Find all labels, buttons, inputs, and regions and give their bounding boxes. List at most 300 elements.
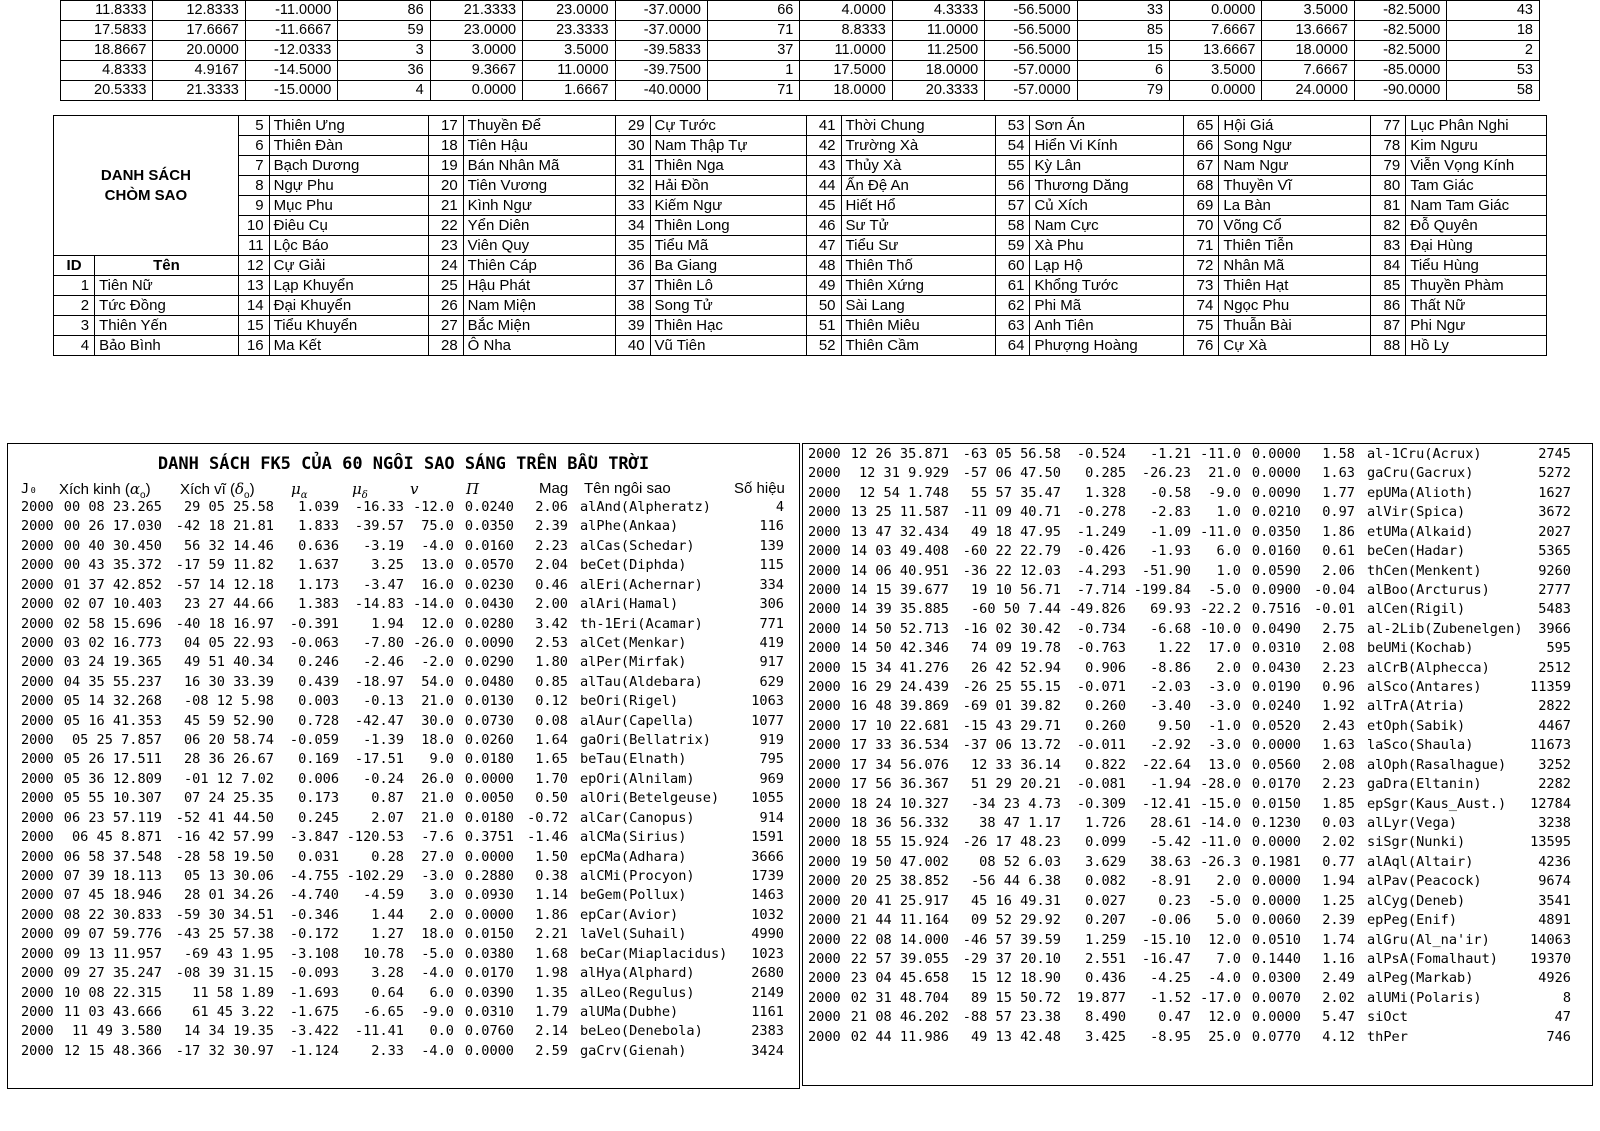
star-row [803,1027,1592,1047]
star-name: alPsA(Fomalhaut) [1367,950,1498,967]
star-row [8,983,799,1003]
star-name: al-1Cru(Acrux) [1367,446,1482,462]
star-v: -4.0 [421,537,454,554]
constellation-id: 56 [995,176,1030,196]
star-epoch: 2000 [21,965,54,982]
star-row [8,808,799,828]
star-pi: 0.0490 [1251,620,1301,637]
star-row [803,541,1592,561]
star-v: -5.0 [421,945,454,962]
constellation-name: Tiểu Hùng [1406,256,1547,276]
table-cell: 58 [1447,81,1540,101]
table-cell: 3.5000 [1262,1,1354,21]
constellation-name: Ba Giang [650,256,806,276]
star-ra: 14 03 49.408 [850,543,949,560]
star-mud: -8.91 [1150,873,1191,890]
star-row [803,852,1592,872]
star-num: 2282 [1538,776,1571,793]
star-pi: 0.0150 [464,926,514,943]
star-epoch: 2000 [21,712,54,729]
star-epoch: 2000 [21,887,54,904]
star-ra: 17 34 56.076 [850,756,949,773]
star-ra: 05 26 17.511 [63,751,162,768]
star-name: gaOri(Bellatrix) [580,732,711,749]
star-dec: -40 18 16.97 [175,615,274,632]
constellation-name: Thiên Nga [650,156,806,176]
star-dec: 29 05 25.58 [183,499,274,515]
star-pi: 0.0210 [1251,504,1301,521]
star-mua: -0.734 [1076,620,1126,637]
star-mag: 1.80 [535,654,568,671]
star-pi: 0.0760 [464,1023,514,1040]
table-cell: -37.0000 [615,1,707,21]
star-mua: -0.011 [1076,737,1126,754]
constellation-id: 88 [1371,336,1406,356]
star-ra: 10 08 22.315 [63,984,162,1001]
star-dec: -69 43 1.95 [183,945,274,962]
star-pi: 0.0560 [1251,756,1301,773]
table-row [54,216,1547,236]
star-epoch: 2000 [21,596,54,613]
star-epoch: 2000 [808,989,841,1006]
star-epoch: 2000 [21,499,54,515]
star-mua: 2.551 [1085,950,1126,967]
star-num: 595 [1546,640,1571,657]
table-cell: -57.0000 [985,61,1077,81]
star-v: -4.0 [421,1042,454,1059]
star-num: 1591 [751,829,784,846]
star-dec: -17 32 30.97 [175,1042,274,1059]
constellation-id: 87 [1371,316,1406,336]
star-name: beUMi(Kochab) [1367,640,1474,657]
star-mua: 0.246 [298,654,339,671]
star-mag: 2.53 [535,634,568,651]
star-epoch: 2000 [808,543,841,560]
constellation-name: Võng Cổ [1219,216,1371,236]
star-row [803,658,1592,678]
star-mud: 1.94 [371,615,404,632]
star-name: alAnd(Alpheratz) [580,499,711,515]
star-num: 1627 [1538,484,1571,501]
star-dec: 14 34 19.35 [183,1023,274,1040]
constellation-name: Đại Khuyển [269,296,428,316]
constellation-id: 71 [1184,236,1219,256]
star-pi: 0.0380 [464,945,514,962]
star-mud: -51.90 [1141,562,1191,579]
star-pi: 0.0310 [464,1003,514,1020]
star-num: 2027 [1538,523,1571,540]
star-mua: 0.728 [298,712,339,729]
star-mag: 1.14 [535,887,568,904]
star-epoch: 2000 [808,679,841,696]
table-cell: 43 [1447,1,1540,21]
star-v: 54.0 [421,673,454,690]
star-num: 771 [759,615,784,632]
star-dec: 51 29 20.21 [970,776,1061,793]
header-name: Tên [95,256,239,276]
constellation-name: Sư Tử [841,216,995,236]
star-v: -26.3 [1200,853,1241,870]
table-cell: 23.0000 [523,1,615,21]
star-ra: 20 25 38.852 [850,873,949,890]
star-mua: 1.173 [298,576,339,593]
table-cell: 37 [707,41,799,61]
star-mud: -39.57 [354,518,404,535]
star-mag: 1.63 [1322,465,1355,482]
star-mua: 1.259 [1085,931,1126,948]
star-pi: 0.0000 [1251,834,1301,851]
star-dec: 49 13 42.48 [970,1028,1061,1045]
star-v: 6.0 [429,984,454,1001]
star-dec: -01 12 7.02 [183,770,274,787]
table-cell: 11.8333 [61,1,153,21]
star-num: 1077 [751,712,784,729]
star-pi: 0.0000 [1251,465,1301,482]
star-dec: 09 52 29.92 [970,912,1061,929]
header-name: Tên ngôi sao [584,480,671,497]
star-num: 11359 [1530,679,1571,696]
star-v: 6.0 [1216,543,1241,560]
star-mag: 1.86 [535,906,568,923]
constellation-name: Thiên Đàn [269,136,428,156]
star-num: 746 [1546,1028,1571,1045]
star-mag: 2.14 [535,1023,568,1040]
constellation-id: 40 [615,336,650,356]
star-mag: -0.04 [1314,581,1355,598]
star-row [803,891,1592,911]
star-epoch: 2000 [808,950,841,967]
star-epoch: 2000 [21,693,54,710]
constellation-id: 49 [806,276,841,296]
star-epoch: 2000 [808,834,841,851]
constellation-name: Tiên Nữ [95,276,239,296]
star-num: 1161 [751,1003,784,1020]
star-pi: 0.0590 [1251,562,1301,579]
star-ra: 17 56 36.367 [850,776,949,793]
star-epoch: 2000 [808,892,841,909]
star-mag: 0.97 [1322,504,1355,521]
star-mag: 1.50 [535,848,568,865]
constellation-id: 51 [806,316,841,336]
star-row [803,794,1592,814]
constellation-id: 31 [615,156,650,176]
table-cell: 13.6667 [1170,41,1262,61]
constellation-id: 81 [1371,196,1406,216]
star-ra: 21 44 11.164 [850,912,949,929]
constellation-name: Viên Quy [463,236,615,256]
star-epoch: 2000 [808,484,841,501]
table-cell: -40.0000 [615,81,707,101]
table-cell: 15 [1077,41,1169,61]
star-row [8,633,799,653]
star-mud: -1.39 [363,732,404,749]
table-cell: 3.5000 [1170,61,1262,81]
star-dec: -16 02 30.42 [962,620,1061,637]
star-v: -2.0 [421,654,454,671]
star-mua: 1.637 [298,557,339,574]
star-num: 4467 [1538,717,1571,734]
star-row [803,522,1592,542]
star-epoch: 2000 [21,926,54,943]
star-dec: -15 43 29.71 [962,717,1061,734]
star-epoch: 2000 [808,465,841,482]
table-cell: 1 [707,61,799,81]
constellation-id: 5 [238,116,269,136]
constellation-id: 33 [615,196,650,216]
constellation-id: 48 [806,256,841,276]
constellation-name: Yển Diên [463,216,615,236]
star-pi: 0.0290 [464,654,514,671]
constellation-name: Hậu Phát [463,276,615,296]
star-epoch: 2000 [21,654,54,671]
star-name: beCet(Diphda) [580,557,687,574]
star-num: 5483 [1538,601,1571,618]
header-mag: Mag [539,480,569,497]
table-row [61,21,1540,41]
star-dec: -52 41 44.50 [175,809,274,826]
star-num: 9260 [1538,562,1571,579]
constellation-name: Bạch Dương [269,156,428,176]
table-cell: 66 [707,1,799,21]
star-row [8,555,799,575]
constellation-name: Khổng Tước [1030,276,1184,296]
constellation-id: 26 [428,296,463,316]
star-mud: -6.68 [1150,620,1191,637]
star-v: -9.0 [1208,484,1241,501]
star-mua: -1.249 [1076,523,1126,540]
constellation-id: 23 [428,236,463,256]
star-mud: 2.33 [371,1042,404,1059]
star-pi: 0.0090 [464,634,514,651]
star-mag: 2.02 [1322,989,1355,1006]
star-mud: -120.53 [346,829,404,846]
constellation-id: 64 [995,336,1030,356]
star-dec: 05 13 30.06 [183,867,274,884]
table-cell: 18.0000 [892,61,984,81]
star-pi: 0.0310 [1251,640,1301,657]
constellation-id: 25 [428,276,463,296]
star-name: beGem(Pollux) [580,887,687,904]
star-num: 9674 [1538,873,1571,890]
star-mua: 0.031 [298,848,339,865]
constellation-id: 42 [806,136,841,156]
star-pi: 0.0510 [1251,931,1301,948]
star-v: 27.0 [421,848,454,865]
star-mud: -4.25 [1150,970,1191,987]
star-epoch: 2000 [21,867,54,884]
star-ra: 14 50 42.346 [850,640,949,657]
star-name: alSco(Antares) [1367,679,1482,696]
star-mag: -0.01 [1314,601,1355,618]
star-mua: -0.426 [1076,543,1126,560]
star-name: thPer [1367,1028,1408,1045]
star-mua: -0.071 [1076,679,1126,696]
star-mud: 1.27 [371,926,404,943]
table-cell: 4 [338,81,430,101]
star-epoch: 2000 [808,1028,841,1045]
constellation-id: 53 [995,116,1030,136]
star-mag: 2.23 [1322,659,1355,676]
star-mag: 0.08 [535,712,568,729]
star-name: alPer(Mirfak) [580,654,687,671]
star-mag: 0.50 [535,790,568,807]
constellation-name: Thiên Cáp [463,256,615,276]
star-pi: 0.3751 [464,829,514,846]
star-ra: 13 25 11.587 [850,504,949,521]
star-ra: 22 08 14.000 [850,931,949,948]
star-mua: -0.309 [1076,795,1126,812]
header-ra: Xích kinh $(\alpha_o)$ [59,480,151,501]
star-name: epCar(Avior) [580,906,679,923]
star-mag: 1.94 [1322,873,1355,890]
star-dec: -11 09 40.71 [962,504,1061,521]
star-mag: 2.04 [535,557,568,574]
header-dec: Xích vĩ $(\delta_o)$ [180,480,255,501]
star-mua: -0.391 [289,615,339,632]
constellation-name: Ấn Đệ An [841,176,995,196]
star-pi: 0.0180 [464,751,514,768]
star-num: 419 [759,634,784,651]
star-epoch: 2000 [808,446,841,462]
star-mud: 0.47 [1158,1009,1191,1026]
star-row [8,1002,799,1022]
star-name: alCen(Rigil) [1367,601,1466,618]
star-v: -5.0 [1208,892,1241,909]
star-v: 75.0 [421,518,454,535]
table-cell: 4.8333 [61,61,153,81]
table-row [54,316,1547,336]
star-ra: 00 43 35.372 [63,557,162,574]
star-num: 5365 [1538,543,1571,560]
table-cell: 0.0000 [430,81,522,101]
constellation-name: Thiên Miêu [841,316,995,336]
star-row [803,910,1592,930]
star-dec: -69 01 39.82 [962,698,1061,715]
star-name: alCar(Canopus) [580,809,695,826]
star-dec: -08 12 5.98 [183,693,274,710]
table-row [61,1,1540,21]
star-epoch: 2000 [21,615,54,632]
star-name: alGru(Al_na'ir) [1367,931,1490,948]
star-mud: -2.83 [1150,504,1191,521]
table-cell: 7.6667 [1262,61,1354,81]
constellation-id: 55 [995,156,1030,176]
star-v: 21.0 [1208,465,1241,482]
star-ra: 02 58 15.696 [63,615,162,632]
constellation-id: 17 [428,116,463,136]
star-num: 3252 [1538,756,1571,773]
star-mag: 1.64 [535,732,568,749]
star-pi: 0.0000 [1251,446,1301,462]
table-cell: 18.0000 [800,81,892,101]
constellation-name: Thuyền Để [463,116,615,136]
constellation-id: 38 [615,296,650,316]
star-name: laSco(Shaula) [1367,737,1474,754]
table-cell: 3.0000 [430,41,522,61]
star-dec: -34 23 4.73 [970,795,1061,812]
star-row [8,652,799,672]
constellation-id: 78 [1371,136,1406,156]
constellation-id: 12 [238,256,269,276]
star-mud: 9.50 [1158,717,1191,734]
constellation-id: 36 [615,256,650,276]
star-v: -3.0 [1208,679,1241,696]
constellation-id: 16 [238,336,269,356]
header-epoch: J₀ [21,481,38,497]
star-mud: -16.33 [354,499,404,515]
table-cell: 20.5333 [61,81,153,101]
constellation-id: 80 [1371,176,1406,196]
star-num: 3666 [751,848,784,865]
star-name: alCyg(Deneb) [1367,892,1466,909]
star-mua: -3.108 [289,945,339,962]
star-name: alPav(Peacock) [1367,873,1482,890]
star-mag: 1.58 [1322,446,1355,462]
star-ra: 08 22 30.833 [63,906,162,923]
table-cell: 71 [707,81,799,101]
star-dec: 23 27 44.66 [183,596,274,613]
star-mud: 1.44 [371,906,404,923]
constellation-id: 85 [1371,276,1406,296]
star-ra: 18 24 10.327 [850,795,949,812]
star-mud: -0.24 [363,770,404,787]
star-mua: -4.755 [289,867,339,884]
star-epoch: 2000 [808,562,841,579]
star-name: siSgr(Nunki) [1367,834,1466,851]
table-row [54,296,1547,316]
star-mua: -3.422 [289,1023,339,1040]
star-pi: 0.0060 [1251,912,1301,929]
star-mua: 3.425 [1085,1028,1126,1045]
star-epoch: 2000 [21,1042,54,1059]
star-v: -14.0 [413,596,454,613]
star-pi: 0.0730 [464,712,514,729]
star-mua: -0.063 [289,634,339,651]
constellation-name: Thiên Thố [841,256,995,276]
constellation-id: 10 [238,216,269,236]
star-ra: 09 07 59.776 [63,926,162,943]
star-ra: 18 55 15.924 [850,834,949,851]
table-row [54,256,1547,276]
star-pi: 0.0430 [1251,659,1301,676]
star-dec: -59 30 34.51 [175,906,274,923]
star-row [8,749,799,769]
constellation-id: 15 [238,316,269,336]
star-pi: 0.0000 [1251,737,1301,754]
constellation-name: Sơn Án [1030,116,1184,136]
star-mud: -0.06 [1150,912,1191,929]
star-mag: 2.06 [535,499,568,515]
star-v: -28.0 [1200,776,1241,793]
star-dec: -29 37 20.10 [962,950,1061,967]
star-v: 5.0 [1216,912,1241,929]
star-num: 1032 [751,906,784,923]
star-row [8,497,799,517]
star-epoch: 2000 [808,581,841,598]
star-mua: 0.260 [1085,717,1126,734]
star-epoch: 2000 [808,931,841,948]
constellation-name: Thiên Ưng [269,116,428,136]
constellation-name: Tam Giác [1406,176,1547,196]
constellation-name: Tiểu Mã [650,236,806,256]
star-dec: 07 24 25.35 [183,790,274,807]
constellation-id: 62 [995,296,1030,316]
constellation-name: Anh Tiên [1030,316,1184,336]
star-num: 917 [759,654,784,671]
constellation-name: Thuyền Vĩ [1219,176,1371,196]
star-num: 4891 [1538,912,1571,929]
constellation-name: Song Tử [650,296,806,316]
